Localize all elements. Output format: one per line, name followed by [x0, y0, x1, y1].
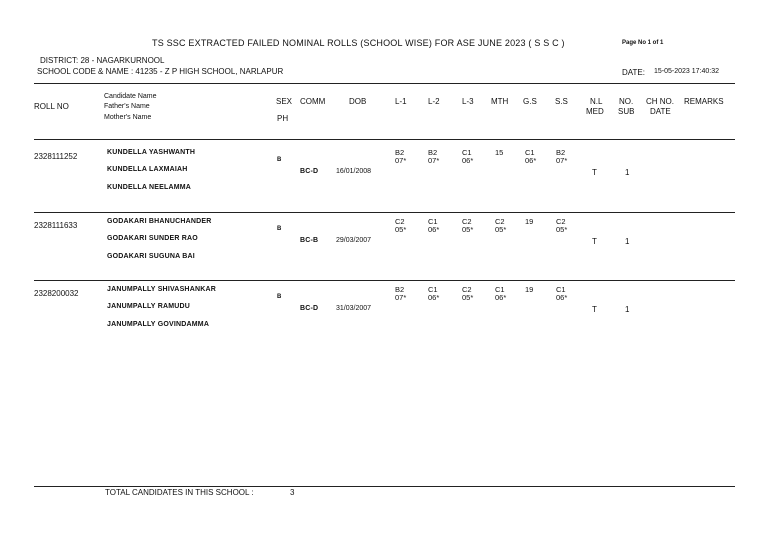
- l2-grade: C1: [428, 217, 438, 226]
- col-no: NO.: [619, 97, 634, 106]
- l1-grade: B2: [395, 148, 405, 157]
- col-candidate-name: Candidate Name: [104, 93, 157, 100]
- row-divider: [34, 212, 735, 213]
- mth-grade: C2: [495, 217, 505, 226]
- l1-grade: B2: [395, 285, 405, 294]
- school-line: SCHOOL CODE & NAME : 41235 - Z P HIGH SCHOOL, NARLAPUR: [37, 67, 284, 76]
- no-sub: 1: [625, 168, 630, 177]
- ss-points: 07*: [556, 156, 568, 165]
- father-name: JANUMPALLY RAMUDU: [107, 303, 190, 310]
- roll-no: 2328200032: [34, 289, 79, 298]
- mother-name: GODAKARI SUGUNA BAI: [107, 253, 195, 260]
- father-name: KUNDELLA LAXMAIAH: [107, 166, 188, 173]
- col-mother-name: Mother's Name: [104, 114, 152, 121]
- roll-no: 2328111633: [34, 221, 78, 230]
- l2-grade: B2: [428, 148, 438, 157]
- medium: T: [592, 237, 597, 246]
- col-l1: L-1: [395, 97, 407, 106]
- col-ph: PH: [277, 114, 289, 123]
- l3-points: 05*: [462, 293, 474, 302]
- row-divider: [34, 280, 735, 281]
- dob: 31/03/2007: [336, 305, 372, 312]
- col-father-name: Father's Name: [104, 103, 150, 110]
- ss-grade: B2: [556, 148, 566, 157]
- dob: 16/01/2008: [336, 168, 372, 175]
- mother-name: JANUMPALLY GOVINDAMMA: [107, 321, 210, 328]
- l2-points: 07*: [428, 156, 440, 165]
- col-roll-no: ROLL NO: [34, 102, 69, 111]
- col-comm: COMM: [300, 97, 326, 106]
- date-value: 15-05-2023 17:40:32: [654, 68, 719, 75]
- ss-grade: C1: [556, 285, 566, 294]
- sex: B: [277, 294, 282, 300]
- gs-grade: 19: [525, 217, 534, 226]
- candidate-name: GODAKARI BHANUCHANDER: [107, 218, 212, 225]
- header-top-rule: [34, 83, 735, 84]
- l1-points: 07*: [395, 156, 407, 165]
- header-bottom-rule: [34, 139, 735, 140]
- medium: T: [592, 168, 597, 177]
- sex: B: [277, 226, 282, 232]
- district-line: DISTRICT: 28 - NAGARKURNOOL: [40, 56, 165, 65]
- page-info: Page No 1 of 1: [622, 40, 664, 46]
- candidate-name: JANUMPALLY SHIVASHANKAR: [107, 286, 216, 293]
- dob: 29/03/2007: [336, 237, 372, 244]
- col-dob: DOB: [349, 97, 367, 106]
- community: BC-D: [300, 305, 319, 312]
- col-chno: CH NO.: [646, 97, 674, 106]
- mth-points: 05*: [495, 225, 507, 234]
- gs-grade: 19: [525, 285, 534, 294]
- community: BC-D: [300, 168, 319, 175]
- footer-rule: [34, 486, 735, 487]
- l1-points: 05*: [395, 225, 407, 234]
- report-title: TS SSC EXTRACTED FAILED NOMINAL ROLLS (SCHOOL WISE) FOR ASE JUNE 2023 ( S S C ): [152, 38, 565, 48]
- sex: B: [277, 157, 282, 163]
- ss-grade: C2: [556, 217, 566, 226]
- gs-grade: C1: [525, 148, 535, 157]
- col-gs: G.S: [523, 97, 537, 106]
- no-sub: 1: [625, 305, 630, 314]
- l3-points: 05*: [462, 225, 474, 234]
- col-l3: L-3: [462, 97, 474, 106]
- father-name: GODAKARI SUNDER RAO: [107, 235, 198, 242]
- col-sub: SUB: [618, 107, 635, 116]
- l2-grade: C1: [428, 285, 438, 294]
- roll-no: 2328111252: [34, 152, 78, 161]
- total-value: 3: [290, 488, 295, 497]
- l3-grade: C2: [462, 217, 472, 226]
- medium: T: [592, 305, 597, 314]
- col-remarks: REMARKS: [684, 97, 724, 106]
- gs-points: 06*: [525, 156, 537, 165]
- mth-grade: C1: [495, 285, 505, 294]
- l1-grade: C2: [395, 217, 405, 226]
- mth-grade: 15: [495, 148, 504, 157]
- col-med: MED: [586, 107, 604, 116]
- l2-points: 06*: [428, 293, 440, 302]
- col-date: DATE: [650, 107, 671, 116]
- l1-points: 07*: [395, 293, 407, 302]
- col-sex: SEX: [276, 97, 293, 106]
- col-l2: L-2: [428, 97, 440, 106]
- ss-points: 05*: [556, 225, 568, 234]
- l3-points: 06*: [462, 156, 474, 165]
- l3-grade: C1: [462, 148, 472, 157]
- date-label: DATE:: [622, 68, 645, 77]
- mth-points: 06*: [495, 293, 507, 302]
- no-sub: 1: [625, 237, 630, 246]
- l3-grade: C2: [462, 285, 472, 294]
- ss-points: 06*: [556, 293, 568, 302]
- col-ss: S.S: [555, 97, 568, 106]
- total-label: TOTAL CANDIDATES IN THIS SCHOOL :: [105, 488, 254, 497]
- candidate-name: KUNDELLA YASHWANTH: [107, 149, 196, 156]
- mother-name: KUNDELLA NEELAMMA: [107, 184, 192, 191]
- l2-points: 06*: [428, 225, 440, 234]
- col-mth: MTH: [491, 97, 509, 106]
- community: BC-B: [300, 237, 319, 244]
- col-nl: N.L: [590, 97, 603, 106]
